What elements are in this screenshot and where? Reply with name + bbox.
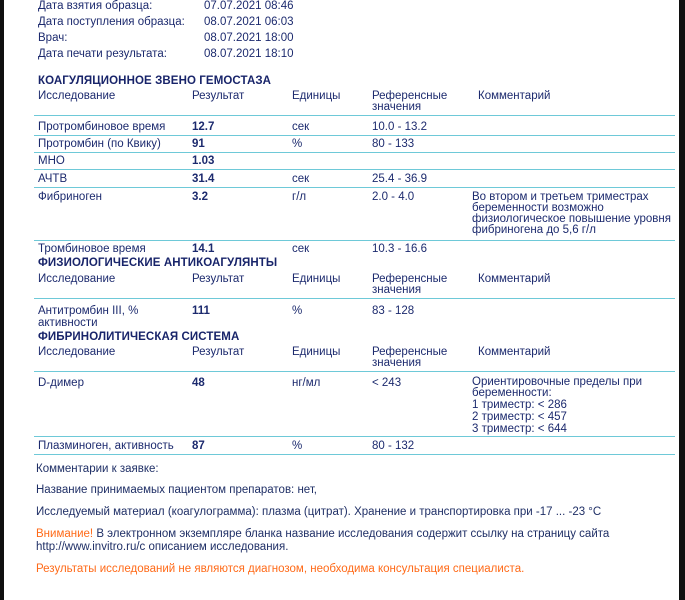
meta-value: 08.07.2021 18:00 (204, 32, 294, 44)
col-header-units: Единицы (292, 90, 341, 102)
row-result: 12.7 (192, 121, 215, 133)
row-ref: 80 - 133 (372, 138, 415, 150)
row-name: Протромбин (по Квику) (38, 138, 161, 150)
row-divider (34, 240, 675, 241)
section-title-fibrinolytic: ФИБРИНОЛИТИЧЕСКАЯ СИСТЕМА (38, 331, 240, 343)
col-header-comment: Комментарий (478, 273, 551, 285)
row-units: % (292, 138, 303, 150)
row-units: сек (292, 121, 310, 133)
row-divider (34, 152, 675, 153)
row-divider (34, 169, 675, 170)
col-header-name: Исследование (38, 273, 116, 285)
row-name: АЧТВ (38, 173, 68, 185)
left-dark-edge (0, 0, 4, 600)
ddimer-trimester-3: 3 триместр: < 644 (472, 423, 567, 435)
row-name: Протромбиновое время (38, 121, 166, 133)
row-result: 48 (192, 377, 205, 389)
row-units: нг/мл (292, 377, 321, 389)
warning-text: В электронном экземпляре бланка название исследования содержит ссылку на страницу сайта (93, 528, 610, 540)
row-units: г/л (292, 191, 307, 203)
row-ref: 10.0 - 13.2 (372, 121, 427, 133)
row-divider (34, 454, 675, 455)
row-comment: Ориентировочные пределы при беременности: (472, 376, 643, 399)
row-units: % (292, 440, 303, 452)
row-ref: 80 - 132 (372, 440, 415, 452)
sample-meta (38, 0, 294, 62)
row-result: 91 (192, 138, 205, 150)
col-header-ref: Референсные значения (372, 90, 448, 113)
row-ref: 2.0 - 4.0 (372, 191, 415, 203)
ddimer-trimester-2: 2 триместр: < 457 (472, 411, 567, 423)
col-header-ref: Референсные значения (372, 346, 448, 369)
header-divider (34, 371, 675, 372)
meta-label: Дата печати результата: (38, 48, 167, 60)
col-header-units: Единицы (292, 273, 341, 285)
row-name: Антитромбин III, % активности (38, 305, 139, 329)
row-result: 111 (192, 305, 210, 317)
meta-label: Дата взятия образца: (38, 0, 153, 12)
material-note: Исследуемый материал (коагулограмма): плазма (цитрат). Хранение и транспортировка при -17 ... -23 °С (36, 506, 602, 518)
meta-row-printed (38, 46, 294, 62)
drugs-note: Название принимаемых пациентом препаратов: нет, (36, 484, 318, 496)
col-header-comment: Комментарий (478, 90, 551, 102)
ddimer-trimester-1: 1 триместр: < 286 (472, 399, 567, 411)
row-units: сек (292, 173, 310, 185)
disclaimer: Результаты исследований не являются диагнозом, необходима консультация специалиста. (36, 563, 525, 575)
meta-row-doctor (38, 30, 294, 46)
warning-word: Внимание! (36, 528, 94, 540)
right-dark-edge (679, 0, 685, 600)
row-units: сек (292, 243, 310, 255)
row-divider (34, 135, 675, 136)
section-title-coagulation: КОАГУЛЯЦИОННОЕ ЗВЕНО ГЕМОСТАЗА (38, 75, 272, 87)
col-header-units: Единицы (292, 346, 341, 358)
meta-value: 07.07.2021 08:46 (204, 0, 294, 12)
row-name: Плазминоген, активность (38, 440, 174, 452)
row-comment: Во втором и третьем триместрах беременности возможно физиологическое повышение уровня фибриногена до 5,6 г/л (472, 191, 671, 236)
section-title-anticoagulants: ФИЗИОЛОГИЧЕСКИЕ АНТИКОАГУЛЯНТЫ (38, 257, 278, 269)
meta-label: Врач: (38, 32, 68, 44)
meta-label: Дата поступления образца: (38, 16, 185, 28)
header-divider (34, 115, 675, 116)
warning-link-line[interactable]: http://www.invitro.ru/c описанием исследования. (36, 541, 289, 553)
row-name: D-димер (38, 377, 84, 389)
row-result: 3.2 (192, 191, 208, 203)
col-header-result: Результат (192, 346, 245, 358)
row-ref: 25.4 - 36.9 (372, 173, 427, 185)
row-divider (34, 187, 675, 188)
warning-note (36, 527, 609, 541)
col-header-comment: Комментарий (478, 346, 551, 358)
meta-value: 08.07.2021 18:10 (204, 48, 294, 60)
meta-row-received (38, 14, 294, 30)
col-header-name: Исследование (38, 346, 116, 358)
row-result: 14.1 (192, 243, 215, 255)
row-name: Фибриноген (38, 191, 103, 203)
col-header-name: Исследование (38, 90, 116, 102)
row-ref: < 243 (372, 377, 402, 389)
col-header-ref: Референсные значения (372, 273, 448, 296)
header-divider (34, 298, 675, 299)
col-header-result: Результат (192, 273, 245, 285)
meta-value: 08.07.2021 06:03 (204, 16, 294, 28)
row-name: Тромбиновое время (38, 243, 146, 255)
row-ref: 10.3 - 16.6 (372, 243, 427, 255)
row-result: 1.03 (192, 155, 215, 167)
col-header-result: Результат (192, 90, 245, 102)
comments-label: Комментарии к заявке: (36, 463, 159, 475)
row-divider (34, 436, 675, 437)
row-units: % (292, 305, 303, 317)
row-ref: 83 - 128 (372, 305, 415, 317)
row-result: 31.4 (192, 173, 215, 185)
row-result: 87 (192, 440, 205, 452)
row-name: МНО (38, 155, 65, 167)
meta-row-collected (38, 0, 294, 14)
